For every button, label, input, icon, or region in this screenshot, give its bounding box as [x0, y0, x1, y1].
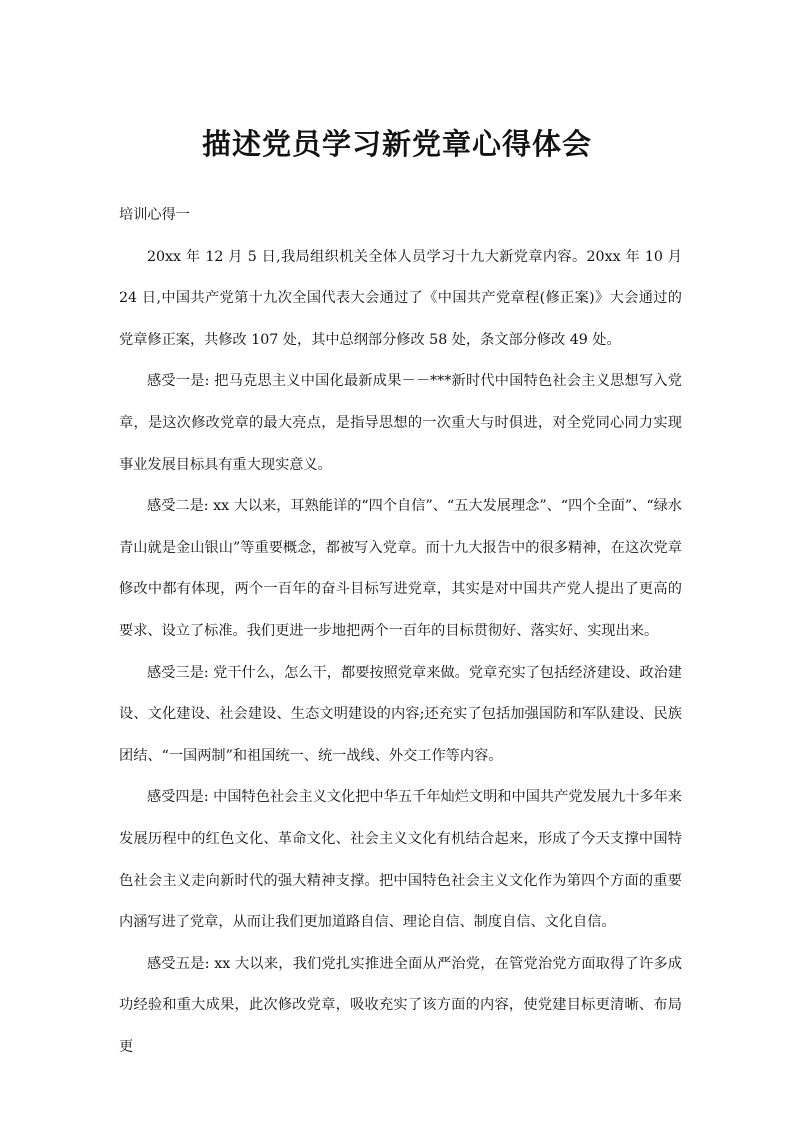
paragraph-feeling-four: 感受四是: 中国特色社会主义文化把中华五千年灿烂文明和中国共产党发展九十多年来发展历程中的红色文化、革命文化、社会主义文化有机结合起来，形成了今天支撑中国特色社会主义走向新时代的强大精神支撑。把中国特色社会主义文化作为第四个方面的重要内涵写进了党章，从而让我们更加道路自信、理论自信、制度自信、文化自信。: [119, 789, 682, 931]
paragraph-feeling-three: 感受三是: 党干什么，怎么干，都要按照党章来做。党章充实了包括经济建设、政治建设、文化建设、社会建设、生态文明建设的内容;还充实了包括加强国防和军队建设、民族团结、“一国两制”和祖国统一、统一战线、外交工作等内容。: [119, 664, 682, 764]
document-title: 描述党员学习新党章心得体会: [201, 127, 592, 161]
section-label: 培训心得一: [119, 207, 190, 223]
paragraph-feeling-two: 感受二是: xx 大以来，耳熟能详的“四个自信”、“五大发展理念”、“四个全面”、“绿水青山就是金山银山”等重要概念，都被写入党章。而十九大报告中的很多精神，在这次党章修改中都有体现，两个一百年的奋斗目标写进党章，其实是对中国共产党人提出了更高的要求、设立了标准。我们更进一步地把两个一百年的目标贯彻好、落实好、实现出来。: [119, 498, 682, 639]
paragraph-feeling-one: 感受一是: 把马克思主义中国化最新成果－－***新时代中国特色社会主义思想写入党章，是这次修改党章的最大亮点，是指导思想的一次重大与时俱进，对全党同心同力实现事业发展目标具有重大现实意义。: [119, 373, 682, 473]
document-body: [119, 195, 682, 1068]
paragraph-intro: 20xx 年 12 月 5 日,我局组织机关全体人员学习十九大新党章内容。20xx 年 10 月 24 日,中国共产党第十九次全国代表大会通过了《中国共产党章程(修正案)》大会通过的党章修正案，共修改 107 处，其中总纲部分修改 58 处，条文部分修改 49 处。: [119, 248, 682, 348]
paragraph-feeling-five: 感受五是: xx 大以来，我们党扎实推进全面从严治党，在管党治党方面取得了许多成功经验和重大成果，此次修改党章，吸收充实了该方面的内容，使党建目标更清晰、布局更: [119, 955, 682, 1055]
